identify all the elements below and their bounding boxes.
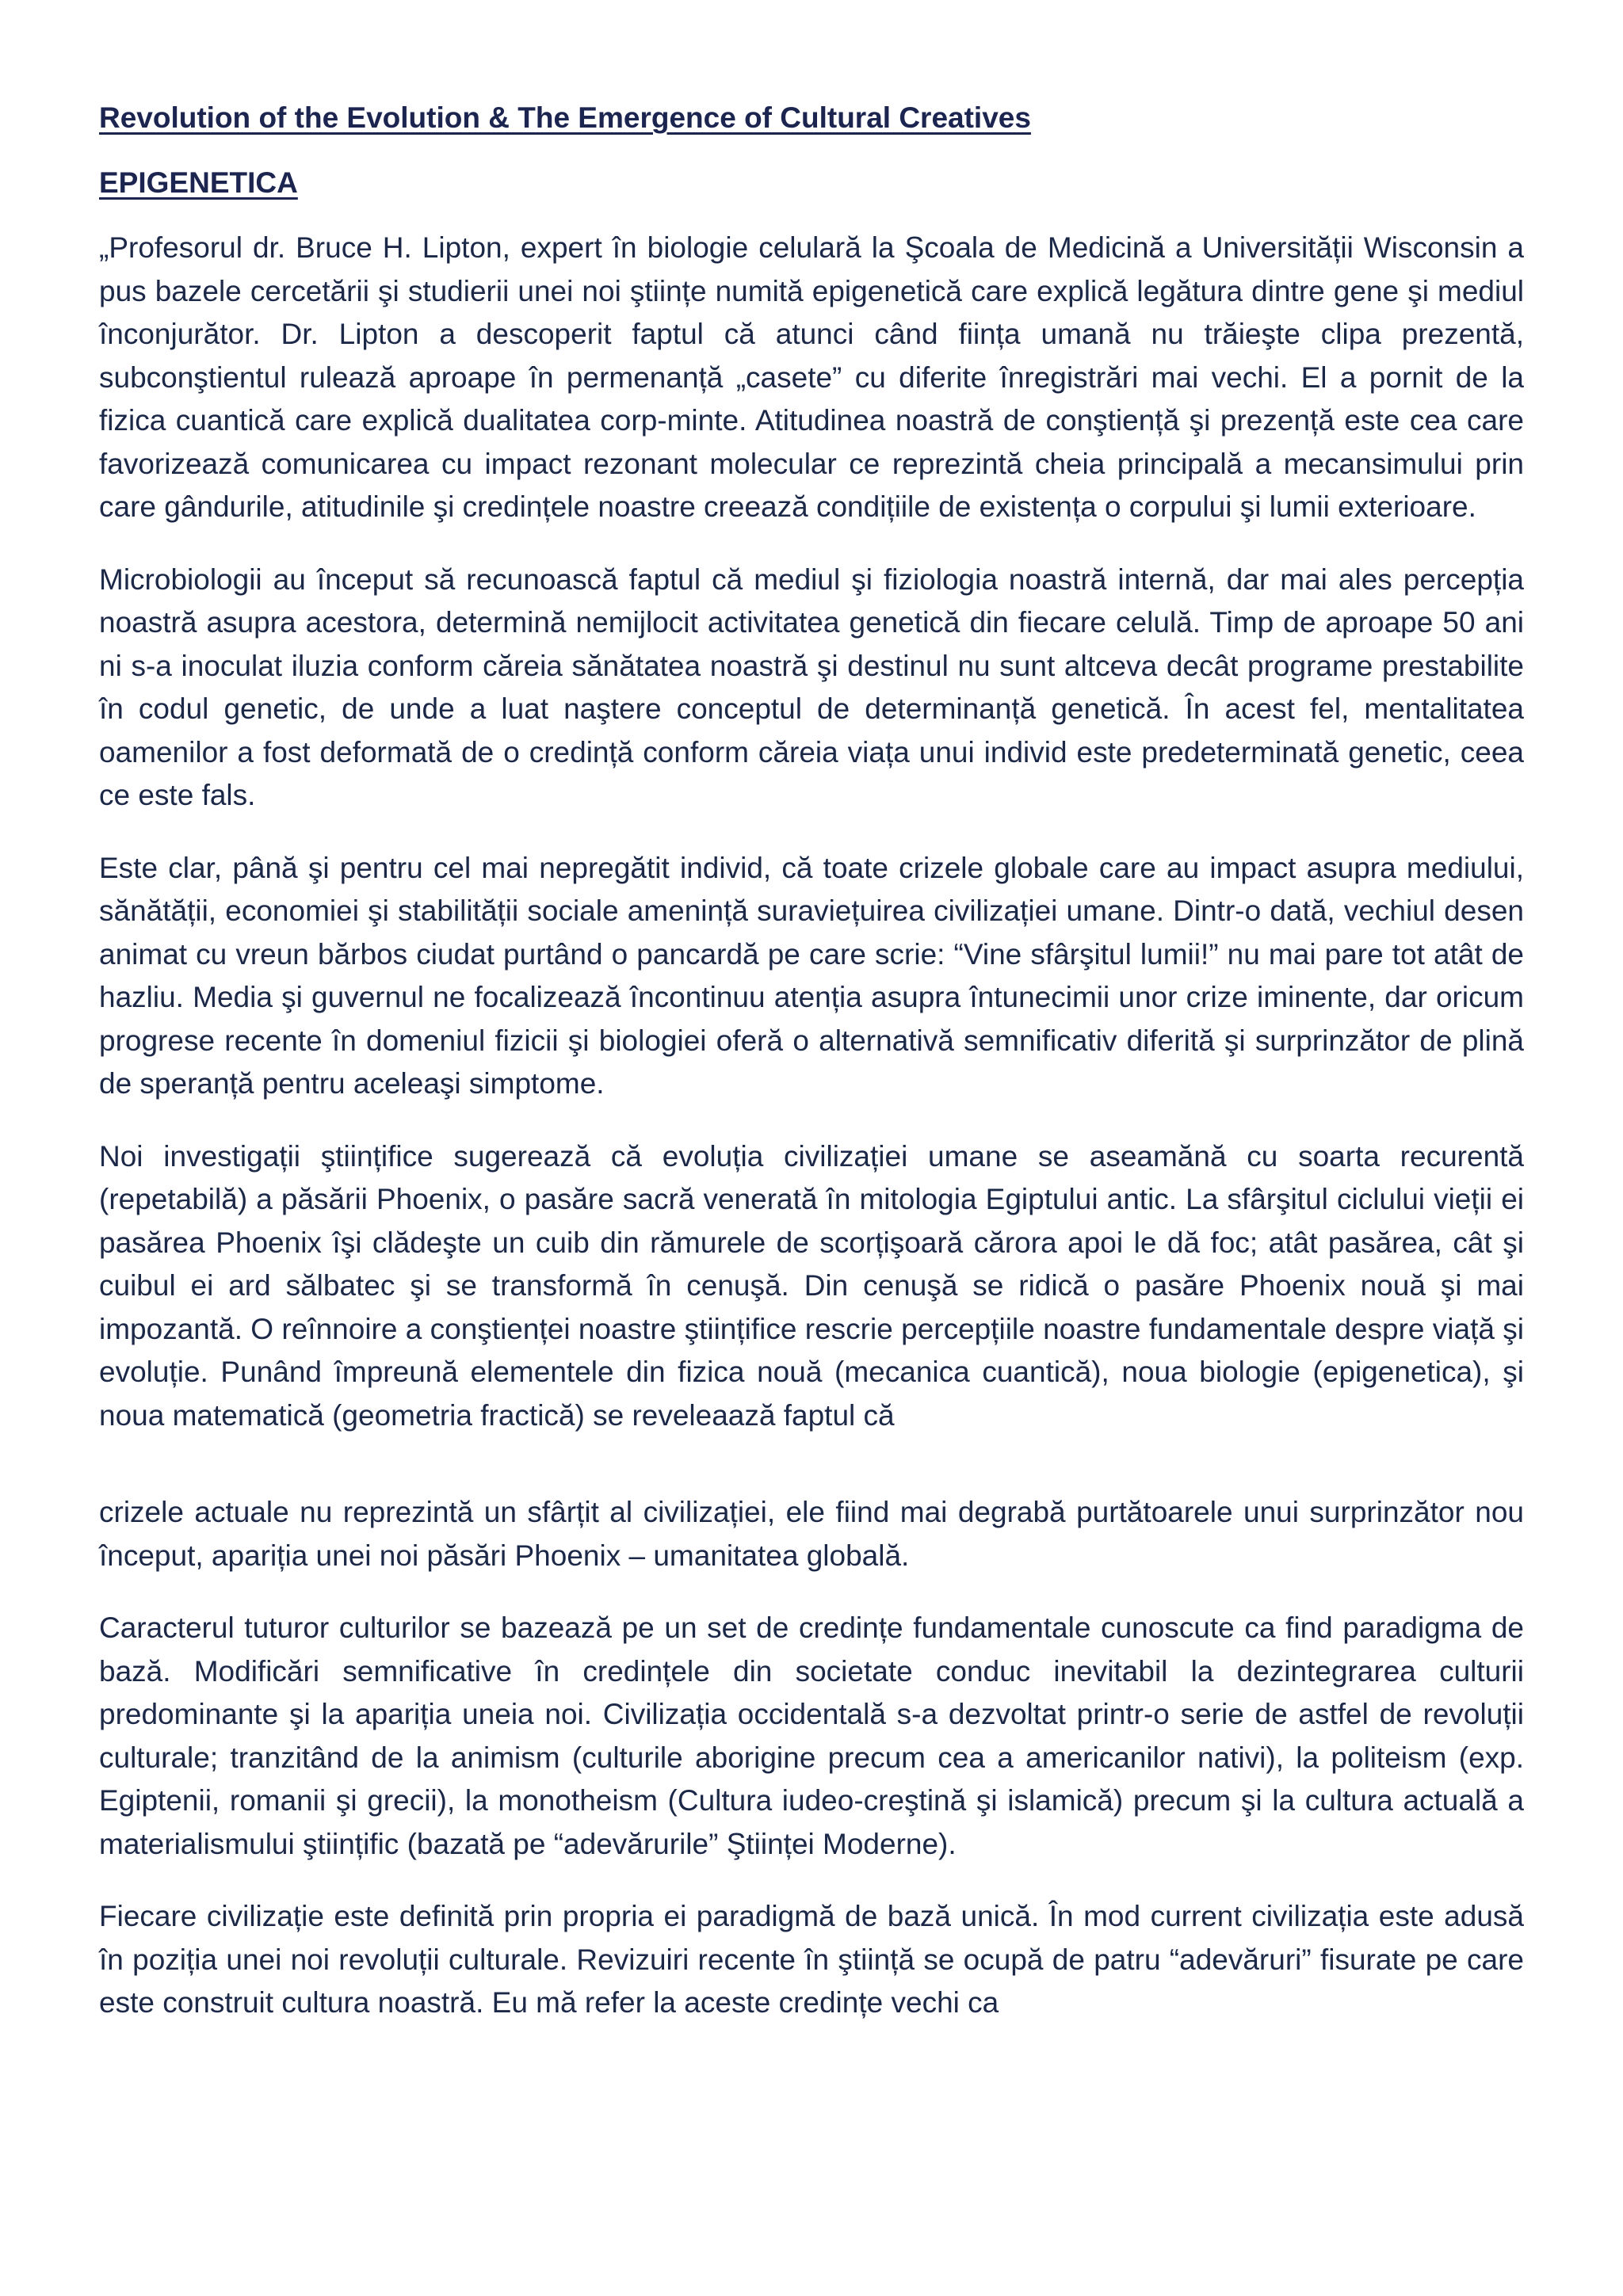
paragraph: Fiecare civilizație este definită prin propria ei paradigmă de bază unică. În mod current civilizația este adusă în poziția unei noi revoluții culturale. Revizuiri recente în ştiință se ocupă de patru “adevăruri” fisurate pe care este construit cultura noastră. Eu mă refer la aceste credințe vechi ca: [99, 1900, 1524, 2019]
paragraph: Microbiologii au început să recunoască faptul că mediul şi fiziologia noastră internă, dar mai ales percepția noastră asupra acestora, determină nemijlocit activitatea genetică din fiecare celulă. Timp de aproape 50 ani ni s-a inoculat iluzia conform căreia sănătatea noastră şi destinul nu sunt altceva decât programe prestabilite în codul genetic, de unde a luat naştere conceptul de determinanță genetică. În acest fel, mentalitatea oamenilor a fost deformată de o credință conform căreia viața unui individ este predeterminată genetic, ceea ce este fals.: [99, 563, 1524, 811]
paragraph: Noi investigații ştiințifice sugerează că evoluția civilizației umane se aseamănă cu soarta recurentă (repetabilă) a păsării Phoenix, o pasăre sacră venerată în mitologia Egiptului antic. La sfârşitul ciclului vieții ei pasărea Phoenix îşi clădeşte un cuib din rămurele de scorțişoară cărora apoi le dă foc; atât pasărea, cât şi cuibul ei ard sălbatec şi se transformă în cenuşă. Din cenuşă se ridică o pasăre Phoenix nouă şi mai impozantă. O reînnoire a conştienței noastre ştiințifice rescrie percepțiile noastre fundamentale despre viață şi evoluție. Punând împreună elementele din fizica nouă (mecanica cuantică), noua biologie (epigenetica), şi noua matematică (geometria fractică) se reveleaază faptul că: [99, 1139, 1524, 1432]
paragraph: crizele actuale nu reprezintă un sfârțit al civilizației, ele fiind mai degrabă purtătoarele unui surprinzător nou început, apariția unei noi păsări Phoenix – umanitatea globală.: [99, 1496, 1524, 1572]
section-heading: EPIGENETICA: [99, 166, 298, 199]
paragraph: Caracterul tuturor culturilor se bazează pe un set de credințe fundamentale cunoscute ca find paradigma de bază. Modificări semnificative în credințele din societate conduc inevitabil la dezintegrarea culturii predominante şi la apariția uneia noi. Civilizația occidentală s-a dezvoltat printr-o serie de astfel de revoluții culturale; tranzitând de la animism (culturile aborigine precum cea a americanilor nativi), la politeism (exp. Egiptenii, romanii şi grecii), la monotheism (Cultura iudeo-creştină şi islamică) precum şi la cultura actuală a materialismului ştiințific (bazată pe “adevărurile” Ştiinței Moderne).: [99, 1611, 1524, 1860]
paragraph: „Profesorul dr. Bruce H. Lipton, expert în biologie celulară la Şcoala de Medicină a Universității Wisconsin a pus bazele cercetării şi studierii unei noi ştiințe numită epigenetică care explică legătura dintre gene şi mediul înconjurător. Dr. Lipton a descoperit faptul că atunci când ființa umană nu trăieşte clipa prezentă, subconştientul rulează aproape în permenanță „casete” cu diferite înregistrări mai vechi. El a pornit de la fizica cuantică care explică dualitatea corp-minte. Atitudinea noastră de conştiență şi prezență este cea care favorizează comunicarea cu impact rezonant molecular ce reprezintă cheia principală a mecansimului prin care gândurile, atitudinile şi credințele noastre creează condițiile de existența o corpului şi lumii exterioare.: [99, 231, 1524, 523]
document-title: Revolution of the Evolution & The Emergence of Cultural Creatives: [99, 101, 1031, 134]
document-page: [99, 97, 1524, 2054]
paragraph: Este clar, până şi pentru cel mai nepregătit individ, că toate crizele globale care au impact asupra mediului, sănătății, economiei şi stabilității sociale amenință suraviețuirea civilizației umane. Dintr-o dată, vechiul desen animat cu vreun bărbos ciudat purtând o pancardă pe care scrie: “Vine sfârşitul lumii!” nu mai pare tot atât de hazliu. Media şi guvernul ne focalizează încontinuu atenția asupra întunecimii unor crize iminente, dar oricum progrese recente în domeniul fizicii şi biologiei oferă o alternativă semnificativ diferită şi surprinzător de plină de speranță pentru aceleaşi simptome.: [99, 851, 1524, 1100]
